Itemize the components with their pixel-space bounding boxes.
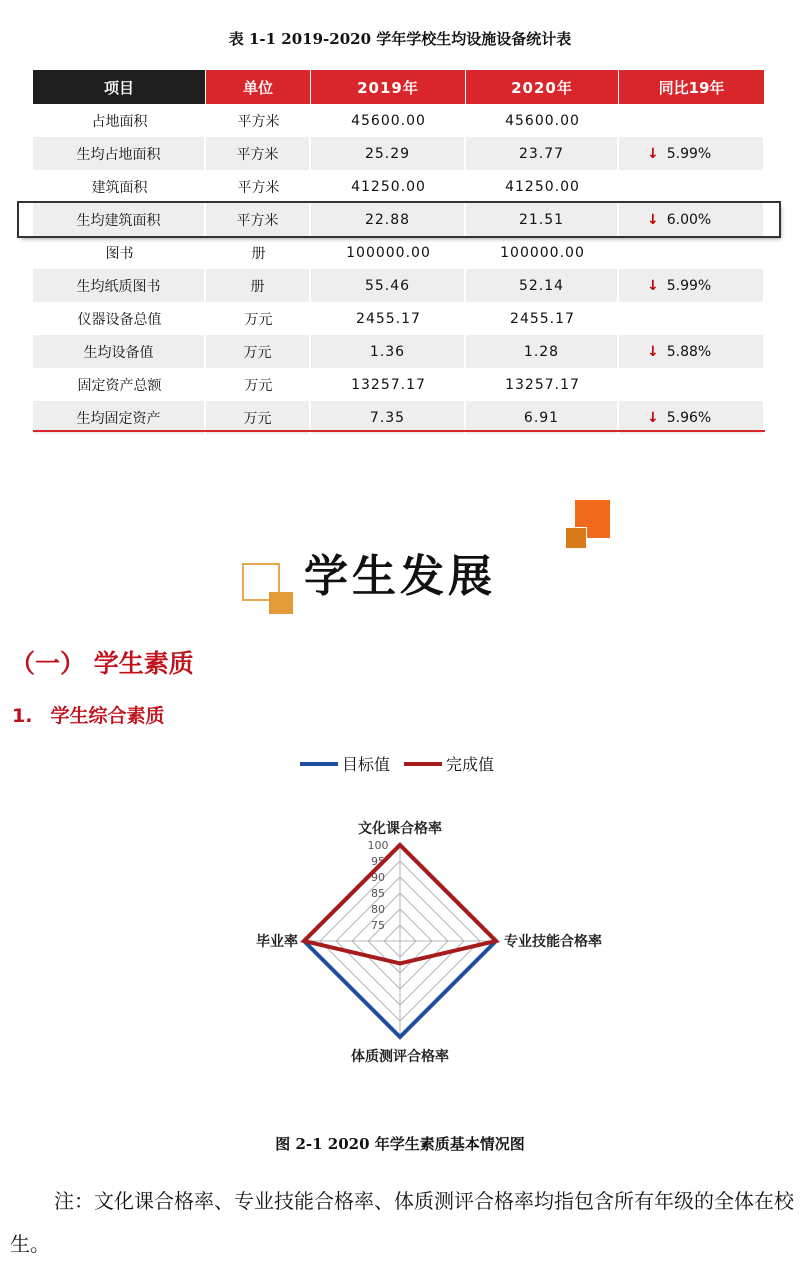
tick-label: 85 bbox=[371, 887, 385, 900]
table-title: 表 1-1 2019-2020 学年学校生均设施设备统计表 bbox=[228, 30, 572, 48]
cell-unit: 平方米 bbox=[237, 113, 280, 130]
cell-unit: 万元 bbox=[244, 311, 273, 328]
header-2020: 2020年 bbox=[466, 70, 619, 104]
cell-item: 固定资产总额 bbox=[77, 377, 162, 394]
down-arrow-icon: ↓ bbox=[647, 145, 659, 162]
item-heading-text: 学生综合素质 bbox=[50, 705, 165, 727]
table-header-row bbox=[33, 70, 765, 104]
legend-label-actual: 完成值 bbox=[446, 755, 495, 774]
cell-change bbox=[619, 137, 765, 170]
cell-item: 占地面积 bbox=[91, 113, 148, 130]
table-row bbox=[33, 137, 765, 170]
cell-unit: 册 bbox=[251, 245, 266, 262]
facilities-table bbox=[33, 70, 765, 434]
table-body bbox=[33, 104, 765, 434]
cell-2019: 2455.17 bbox=[356, 310, 421, 327]
down-arrow-icon: ↓ bbox=[647, 409, 659, 426]
item-heading bbox=[12, 701, 164, 728]
header-change: 同比19年 bbox=[619, 70, 765, 104]
cell-2019: 55.46 bbox=[311, 269, 466, 302]
legend-swatch-actual bbox=[404, 762, 442, 766]
table-bottom-rule bbox=[33, 430, 765, 432]
table-row bbox=[33, 302, 765, 335]
cell-item: 生均设备值 bbox=[33, 335, 206, 368]
note-paragraph: 注：文化课合格率、专业技能合格率、体质测评合格率均指包含所有年级的全体在校生。 bbox=[10, 1189, 794, 1256]
cell-2019: 25.29 bbox=[311, 137, 466, 170]
cell-2019: 22.88 bbox=[311, 203, 466, 236]
cell-2020: 52.14 bbox=[466, 269, 619, 302]
axis-label: 文化课合格率 bbox=[358, 821, 442, 837]
cell-unit: 平方米 bbox=[206, 137, 311, 170]
subsection-title: （一） 学生素质 bbox=[10, 649, 194, 678]
change-value: 6.00% bbox=[666, 211, 712, 228]
cell-2020: 1.28 bbox=[466, 335, 619, 368]
axis-label: 体质测评合格率 bbox=[351, 1049, 449, 1065]
cell-unit: 万元 bbox=[206, 401, 311, 434]
table-row bbox=[19, 203, 779, 236]
cell-2019: 45600.00 bbox=[351, 112, 426, 129]
cell-change bbox=[619, 236, 765, 269]
table-row bbox=[33, 236, 765, 269]
cell-unit: 万元 bbox=[206, 335, 311, 368]
section-heading: 学生发展 bbox=[304, 551, 496, 602]
cell-item: 生均纸质图书 bbox=[33, 269, 206, 302]
table-row bbox=[33, 335, 765, 368]
cell-2019: 13257.17 bbox=[351, 376, 426, 393]
axis-label: 毕业率 bbox=[256, 934, 298, 950]
cell-2020: 13257.17 bbox=[505, 376, 580, 393]
change-value: 5.99% bbox=[666, 145, 712, 162]
down-arrow-icon: ↓ bbox=[647, 211, 659, 228]
table-row bbox=[33, 269, 765, 302]
cell-unit: 平方米 bbox=[206, 203, 311, 236]
cell-unit: 万元 bbox=[244, 377, 273, 394]
figure-caption: 图 2-1 2020 年学生素质基本情况图 bbox=[275, 1135, 525, 1153]
cell-change bbox=[619, 302, 765, 335]
change-value: 5.99% bbox=[666, 277, 712, 294]
cell-2019: 1.36 bbox=[311, 335, 466, 368]
cell-change bbox=[619, 203, 765, 236]
cell-2020: 45600.00 bbox=[505, 112, 580, 129]
legend-label-target: 目标值 bbox=[342, 755, 391, 774]
cell-item: 生均建筑面积 bbox=[33, 203, 206, 236]
down-arrow-icon: ↓ bbox=[647, 277, 659, 294]
tick-label: 100 bbox=[367, 839, 389, 852]
cell-change bbox=[619, 368, 765, 401]
item-heading-number: 1. bbox=[12, 705, 33, 727]
legend-item-actual bbox=[404, 752, 494, 775]
cell-2020: 100000.00 bbox=[500, 244, 585, 261]
cell-item: 生均固定资产 bbox=[33, 401, 206, 434]
cell-item: 生均占地面积 bbox=[33, 137, 206, 170]
legend-item-target bbox=[300, 752, 390, 775]
cell-2020: 41250.00 bbox=[505, 178, 580, 195]
cell-2020: 6.91 bbox=[466, 401, 619, 434]
legend-swatch-target bbox=[300, 762, 338, 766]
change-value: 5.88% bbox=[666, 343, 712, 360]
table-row bbox=[33, 104, 765, 137]
cell-change bbox=[619, 269, 765, 302]
cell-unit: 册 bbox=[206, 269, 311, 302]
tick-label: 80 bbox=[371, 903, 385, 916]
change-value: 5.96% bbox=[666, 409, 712, 426]
down-arrow-icon: ↓ bbox=[647, 343, 659, 360]
header-2019: 2019年 bbox=[311, 70, 466, 104]
cell-item: 图书 bbox=[105, 245, 134, 262]
header-unit: 单位 bbox=[206, 70, 311, 104]
radar-chart bbox=[230, 805, 630, 1085]
cell-2020: 2455.17 bbox=[510, 310, 575, 327]
table-row bbox=[33, 368, 765, 401]
tick-label: 90 bbox=[371, 871, 385, 884]
cell-item: 建筑面积 bbox=[91, 179, 148, 196]
tick-label: 95 bbox=[371, 855, 385, 868]
cell-item: 仪器设备总值 bbox=[77, 311, 162, 328]
cell-2020: 21.51 bbox=[466, 203, 619, 236]
table-row bbox=[33, 170, 765, 203]
chart-legend bbox=[300, 752, 508, 775]
cell-unit: 平方米 bbox=[237, 179, 280, 196]
cell-change bbox=[619, 104, 765, 137]
cell-2019: 7.35 bbox=[311, 401, 466, 434]
cell-2019: 100000.00 bbox=[346, 244, 431, 261]
cell-change bbox=[619, 335, 765, 368]
cell-2019: 41250.00 bbox=[351, 178, 426, 195]
cell-2020: 23.77 bbox=[466, 137, 619, 170]
tick-label: 75 bbox=[371, 919, 385, 932]
axis-label: 专业技能合格率 bbox=[504, 934, 602, 950]
cell-change bbox=[619, 170, 765, 203]
header-item: 项目 bbox=[33, 70, 206, 104]
